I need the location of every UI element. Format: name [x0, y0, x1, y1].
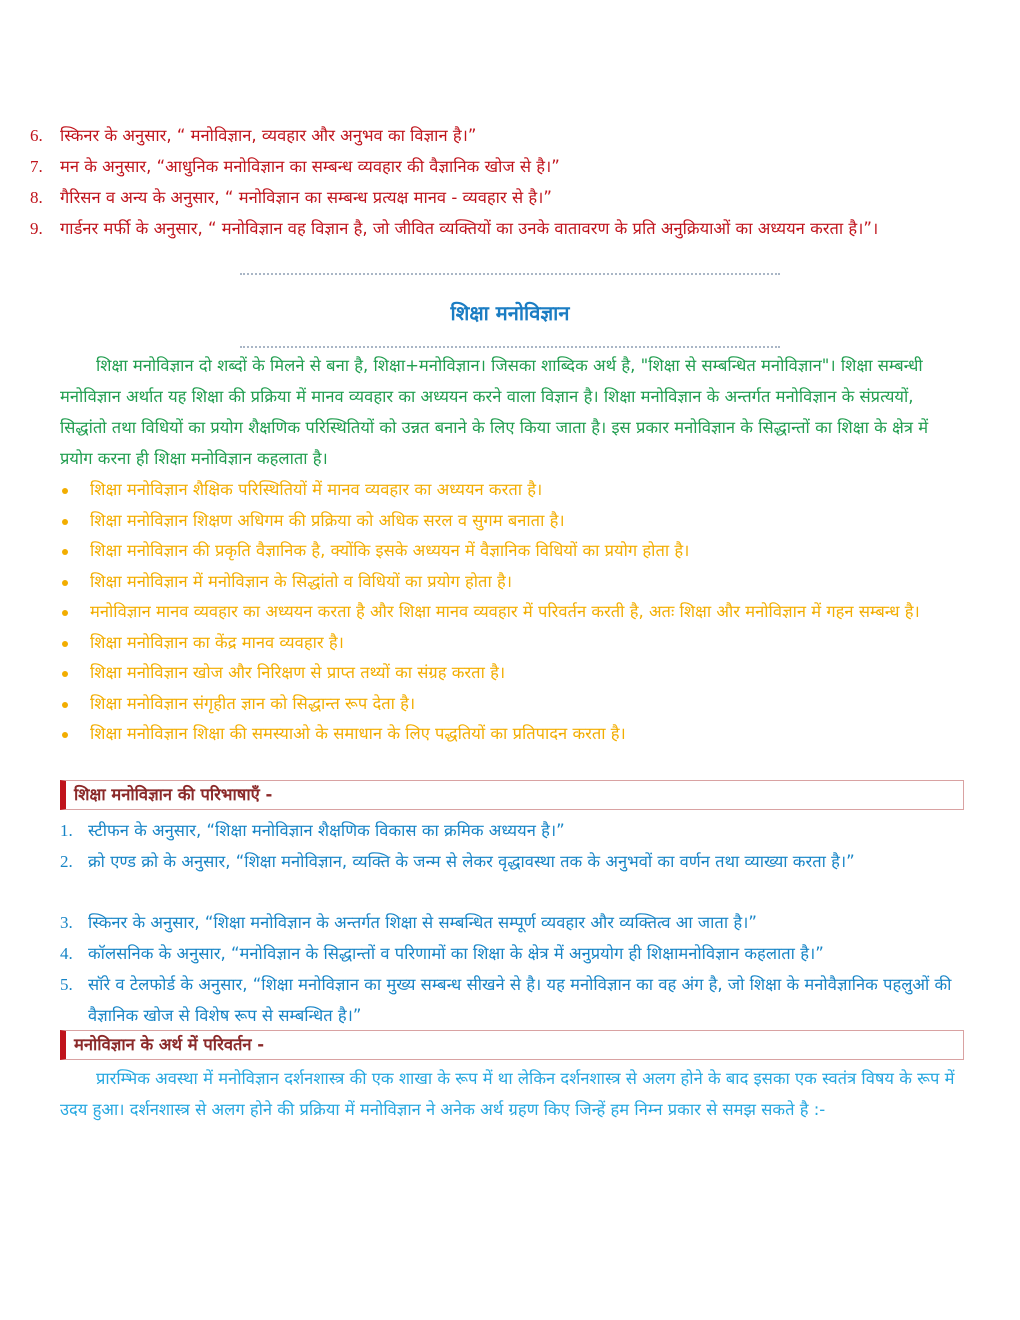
bullet-item: मनोविज्ञान मानव व्यवहार का अध्ययन करता है और शिक्षा मानव व्यवहार में परिवर्तन करती है, अतः शिक्षा और मनोविज्ञान में गहन सम्बन्ध है। — [60, 597, 960, 628]
bullet-icon — [62, 732, 68, 738]
bullet-list — [60, 475, 960, 750]
list-number: 7. — [30, 157, 43, 176]
list-text: गैरिसन व अन्य के अनुसार, “ मनोविज्ञान का सम्बन्ध प्रत्यक्ष मानव - व्यवहार से है।” — [60, 188, 552, 207]
bullet-icon — [62, 702, 68, 708]
bullet-item: शिक्षा मनोविज्ञान शिक्षा की समस्याओ के समाधान के लिए पद्धतियों का प्रतिपादन करता है। — [60, 719, 960, 750]
dotted-divider-bottom — [240, 346, 780, 348]
definition-text: क्रो एण्ड क्रो के अनुसार, “शिक्षा मनोविज्ञान, व्यक्ति के जन्म से लेकर वृद्धावस्था तक के अनुभवों का वर्णन तथा व्याख्या करता है।” — [88, 852, 855, 871]
intro-list-item — [30, 120, 960, 151]
list-text: मन के अनुसार, “आधुनिक मनोविज्ञान का सम्बन्ध व्यवहार की वैज्ञानिक खोज से है।” — [60, 157, 560, 176]
bullet-item: शिक्षा मनोविज्ञान में मनोविज्ञान के सिद्धांतो व विधियों का प्रयोग होता है। — [60, 567, 960, 598]
bullet-icon — [62, 519, 68, 525]
list-text: स्किनर के अनुसार, “ मनोविज्ञान, व्यवहार और अनुभव का विज्ञान है।” — [60, 126, 477, 145]
definition-item — [60, 846, 960, 877]
definition-text: स्टीफन के अनुसार, “शिक्षा मनोविज्ञान शैक्षणिक विकास का क्रमिक अध्ययन है।” — [88, 821, 565, 840]
bullet-item: शिक्षा मनोविज्ञान की प्रकृति वैज्ञानिक है, क्योंकि इसके अध्ययन में वैज्ञानिक विधियों का प्रयोग होता है। — [60, 536, 960, 567]
bullet-icon — [62, 488, 68, 494]
list-number: 2. — [60, 852, 73, 871]
dotted-divider-top — [240, 273, 780, 275]
page-title: शिक्षा मनोविज्ञान — [450, 301, 570, 325]
section-heading-text: शिक्षा मनोविज्ञान की परिभाषाएँ - — [74, 785, 273, 804]
bullet-icon — [62, 610, 68, 616]
bullet-item: शिक्षा मनोविज्ञान खोज और निरिक्षण से प्राप्त तथ्यों का संग्रह करता है। — [60, 658, 960, 689]
bullet-icon — [62, 549, 68, 555]
list-number: 9. — [30, 219, 43, 238]
closing-paragraph: प्रारम्भिक अवस्था में मनोविज्ञान दर्शनशास्त्र की एक शाखा के रूप में था लेकिन दर्शनशास्त्र से अलग होने के बाद इसका एक स्वतंत्र विषय के रूप में उदय हुआ। दर्शनशास्त्र से अलग होने की प्रक्रिया में मनोविज्ञान ने अनेक अर्थ ग्रहण किए जिन्हें हम निम्न प्रकार से समझ सकते है :- — [60, 1069, 955, 1119]
bullet-item: शिक्षा मनोविज्ञान का केंद्र मानव व्यवहार है। — [60, 628, 960, 659]
definition-item — [60, 815, 960, 846]
definition-text: स्किनर के अनुसार, “शिक्षा मनोविज्ञान के अन्तर्गत शिक्षा से सम्बन्धित सम्पूर्ण व्यवहार और व्यक्तित्व आ जाता है।” — [88, 913, 757, 932]
list-number: 6. — [30, 126, 43, 145]
list-number: 1. — [60, 821, 73, 840]
section-heading-definitions — [60, 780, 964, 810]
intro-list-item — [30, 151, 960, 182]
definition-item — [60, 907, 960, 938]
section-heading-text: मनोविज्ञान के अर्थ में परिवर्तन - — [74, 1035, 265, 1054]
list-text: गार्डनर मर्फी के अनुसार, “ मनोविज्ञान वह विज्ञान है, जो जीवित व्यक्तियों का उनके वातावरण के प्रति अनुक्रियाओं का अध्ययन करता है।”। — [60, 219, 879, 238]
definition-item — [60, 938, 960, 969]
section-heading-meaning-change — [60, 1030, 964, 1060]
definition-item — [60, 969, 960, 1031]
bullet-icon — [62, 580, 68, 586]
bullet-icon — [62, 671, 68, 677]
intro-list-item — [30, 213, 960, 244]
list-number: 3. — [60, 913, 73, 932]
intro-list-item — [30, 182, 960, 213]
list-number: 4. — [60, 944, 73, 963]
bullet-item: शिक्षा मनोविज्ञान संगृहीत ज्ञान को सिद्धान्त रूप देता है। — [60, 689, 960, 720]
bullet-item: शिक्षा मनोविज्ञान शिक्षण अधिगम की प्रक्रिया को अधिक सरल व सुगम बनाता है। — [60, 506, 960, 537]
list-number: 5. — [60, 975, 73, 994]
definition-text: सॉरे व टेलफोर्ड के अनुसार, “शिक्षा मनोविज्ञान का मुख्य सम्बन्ध सीखने से है। यह मनोविज्ञान का वह अंग है, जो शिक्षा के मनोवैज्ञानिक पहलुओं की वैज्ञानिक खोज से विशेष रूप से सम्बन्धित है।” — [88, 975, 952, 1025]
bullet-icon — [62, 641, 68, 647]
intro-paragraph: शिक्षा मनोविज्ञान दो शब्दों के मिलने से बना है, शिक्षा+मनोविज्ञान। जिसका शाब्दिक अर्थ है, "शिक्षा से सम्बन्धित मनोविज्ञान"। शिक्षा सम्बन्धी मनोविज्ञान अर्थात यह शिक्षा की प्रक्रिया में मानव व्यवहार का अध्ययन करने वाला विज्ञान है। शिक्षा मनोविज्ञान के अन्तर्गत मनोविज्ञान के संप्रत्ययों, सिद्धांतो तथा विधियों का प्रयोग शैक्षणिक परिस्थितियों को उन्नत बनाने के लिए किया जाता है। इस प्रकार मनोविज्ञान के सिद्धान्तों का शिक्षा के क्षेत्र में प्रयोग करना ही शिक्षा मनोविज्ञान कहलाता है। — [60, 356, 929, 468]
definition-text: कॉलसनिक के अनुसार, “मनोविज्ञान के सिद्धान्तों व परिणामों का शिक्षा के क्षेत्र में अनुप्रयोग ही शिक्षामनोविज्ञान कहलाता है।” — [88, 944, 824, 963]
list-number: 8. — [30, 188, 43, 207]
bullet-item: शिक्षा मनोविज्ञान शैक्षिक परिस्थितियों में मानव व्यवहार का अध्ययन करता है। — [60, 475, 960, 506]
